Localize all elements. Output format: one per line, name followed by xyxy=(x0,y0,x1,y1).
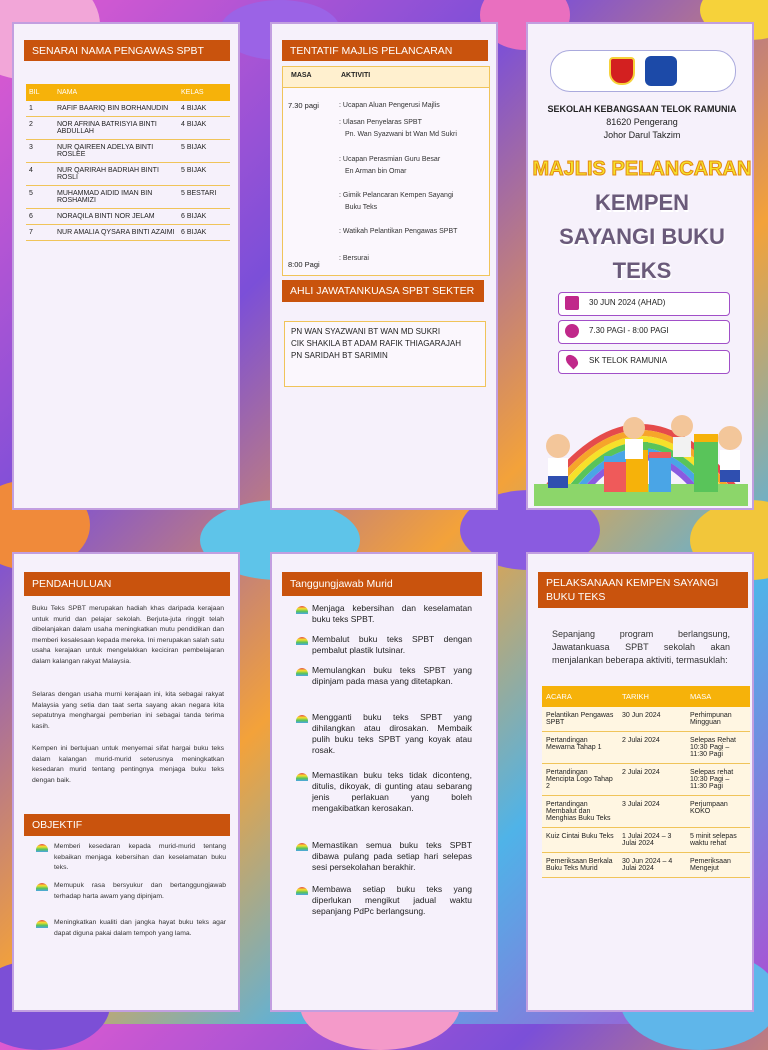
time-text: 7.30 PAGI - 8:00 PAGI xyxy=(589,326,669,335)
objektif-item: Memberi kesedaran kepada murid-murid tentang kebaikan menjaga kebersihan dan keselamatan buku teks. xyxy=(54,843,226,871)
rainbow-icon xyxy=(296,887,308,895)
panel-pendahuluan xyxy=(12,552,240,1012)
tanggungjawab-item: Memastikan semua buku teks SPBT dibawa pulang pada setiap hari selepas sesi persekolahan berakhir. xyxy=(312,840,472,872)
tentatif-item: : Ucapan Aluan Pengerusi Majlis xyxy=(339,102,440,109)
school-logo xyxy=(609,57,635,85)
venue-text: SK TELOK RAMUNIA xyxy=(589,356,668,365)
intro-paragraph: Sepanjang program berlangsung, Jawatankuasa SPBT sekolah akan menjalankan beberapa aktiviti, termasuklah: xyxy=(552,629,730,665)
tanggungjawab-item: Mengganti buku teks SPBT yang dihilangkan atau dirosakan. Membaik pulih buku teks SPBT yang koyak atau rosak. xyxy=(312,712,472,755)
panel-tentatif xyxy=(270,22,498,510)
tentatif-item: : Ucapan Perasmian Guru Besar xyxy=(339,156,441,163)
panel-senarai-pengawas xyxy=(12,22,240,510)
clock-icon xyxy=(565,324,579,338)
table-row: Pemeriksaan Berkala Buku Teks Murid 30 Jun 2024 – 4 Julai 2024 Pemeriksaan Mengejut xyxy=(542,853,750,878)
section-header: Tanggungjawab Murid xyxy=(282,572,482,596)
tentatif-item: Pn. Wan Syazwani bt Wan Md Sukri xyxy=(345,131,457,138)
rainbow-icon xyxy=(296,637,308,645)
objektif-item: Memupuk rasa bersyukur dan bertanggungjawab terhadap harta awam yang dipinjam. xyxy=(54,882,226,900)
pengawas-table xyxy=(26,84,230,241)
panel-pelaksanaan xyxy=(526,552,754,1012)
table-row: 1 RAFIF BAARIQ BIN BORHANUDIN 4 BIJAK xyxy=(26,101,230,117)
tanggungjawab-item: Membawa setiap buku teks yang diperlukan mengikut jadual waktu sepanjang PdPc berlangsung. xyxy=(312,884,472,916)
col-bil: BIL xyxy=(26,84,54,101)
spbt-logo xyxy=(645,56,677,86)
tentatif-item: : Ulasan Penyelaras SPBT xyxy=(339,119,422,126)
tentatif-item: : Watikah Pelantikan Pengawas SPBT xyxy=(339,228,458,235)
heading-sayangi: SAYANGI BUKU xyxy=(559,224,725,249)
panel-tanggungjawab xyxy=(270,552,498,1012)
committee-box xyxy=(284,321,486,387)
rainbow-icon xyxy=(296,668,308,676)
info-venue xyxy=(558,350,730,374)
illustration-svg xyxy=(534,372,748,506)
col-aktiviti: AKTIVITI xyxy=(341,72,371,79)
col-nama: NAMA xyxy=(54,84,178,101)
time-end: 8:00 Pagi xyxy=(288,260,320,269)
committee-member: PN SARIDAH BT SARIMIN xyxy=(291,351,388,360)
section-header: PELAKSANAAN KEMPEN SAYANGI BUKU TEKS xyxy=(538,572,748,608)
location-pin-icon xyxy=(564,353,581,370)
col-acara: ACARA xyxy=(542,686,618,707)
school-state: Johor Darul Takzim xyxy=(603,130,681,140)
section-header: PENDAHULUAN xyxy=(24,572,230,596)
rainbow-icon xyxy=(36,920,48,928)
school-postcode: 81620 Pengerang xyxy=(606,117,678,127)
col-masa: MASA xyxy=(686,686,750,707)
logo-box xyxy=(550,50,736,92)
table-row: 3 NUR QAIREEN ADELYA BINTI ROSLEE 5 BIJAK xyxy=(26,140,230,163)
rainbow-icon xyxy=(296,606,308,614)
tentatif-item: : Bersurai xyxy=(339,255,369,262)
tentatif-item: Buku Teks xyxy=(345,204,378,211)
table-row: Pertandingan Mewarna Tahap 1 2 Julai 2024 Selepas Rehat 10:30 Pagi – 11:30 Pagi xyxy=(542,732,750,764)
info-time xyxy=(558,320,730,344)
intro-paragraph: Selaras dengan usaha murni kerajaan ini, kita sebagai rakyat Malaysia yang setia dan taat serta sayang akan negara kita sepatutnya menghargai pemberian ini sebagai tanda terima kasih. xyxy=(32,691,224,730)
table-row: 4 NUR QARIRAH BADRIAH BINTI ROSLI 5 BIJAK xyxy=(26,163,230,186)
committee-member: CIK SHAKILA BT ADAM RAFIK THIAGARAJAH xyxy=(291,339,461,348)
time-start: 7.30 pagi xyxy=(288,101,319,110)
table-row: 5 MUHAMMAD AIDID IMAN BIN ROSHAMIZI 5 BESTARI xyxy=(26,186,230,209)
col-masa: MASA xyxy=(291,72,312,79)
date-text: 30 JUN 2024 (AHAD) xyxy=(589,298,666,307)
col-tarikh: TARIKH xyxy=(618,686,686,707)
rainbow-icon xyxy=(296,715,308,723)
intro-paragraph: Buku Teks SPBT merupakan hadiah khas daripada kerajaan untuk murid dan pelajar sekolah. Berjuta-juta ringgit telah dibelanjakan dalam usaha meningkatkan mutu pendidikan dan memberi kesalesaan kepada mereka. Ini merupakan salah satu usaha kerajaan untuk mengelakkan keciciran pembelajaran dalam kalangan rakyat Malaysia. xyxy=(32,605,224,665)
objektif-item: Meningkatkan kualiti dan jangka hayat buku teks agar dapat diguna pakai dalam tempoh yang lama. xyxy=(54,919,226,937)
panel-cover xyxy=(526,22,754,510)
heading-kempen: KEMPEN xyxy=(594,190,690,215)
table-row: Pertandingan Mencipta Logo Tahap 2 2 Julai 2024 Selepas rehat 10:30 Pagi – 11:30 Pagi xyxy=(542,764,750,796)
tanggungjawab-item: Memastikan buku teks tidak diconteng, ditulis, dikoyak, di gunting atau sebarang jenis perlakuan yang boleh mengakibatkan kerosakan. xyxy=(312,770,472,813)
activities-table xyxy=(542,686,750,878)
tanggungjawab-item: Membalut buku teks SPBT dengan pembalut plastik lutsinar. xyxy=(312,634,472,655)
table-row: Pertandingan Membalut dan Menghias Buku Teks 3 Julai 2024 Perjumpaan KOKO xyxy=(542,796,750,828)
table-row: 6 NORAQILA BINTI NOR JELAM 6 BIJAK xyxy=(26,209,230,225)
rainbow-icon xyxy=(296,773,308,781)
section-header: AHLI JAWATANKUASA SPBT SEKTER xyxy=(282,280,484,302)
calendar-icon xyxy=(565,296,579,310)
tanggungjawab-item: Memulangkan buku teks SPBT yang dipinjam pada masa yang ditetapkan. xyxy=(312,665,472,686)
intro-paragraph: Kempen ini bertujuan untuk menyemai sifat hargai buku teks dalam kalangan murid-murid seterusnya meningkatkan kesedaran murid tentang pentingnya menjaga buku teks dengan baik. xyxy=(32,745,224,784)
committee-member: PN WAN SYAZWANI BT WAN MD SUKRI xyxy=(291,327,441,336)
table-row: Pelantikan Pengawas SPBT 30 Jun 2024 Perhimpunan Mingguan xyxy=(542,707,750,732)
section-header: SENARAI NAMA PENGAWAS SPBT xyxy=(24,40,230,61)
col-kelas: KELAS xyxy=(178,84,230,101)
table-row: 7 NUR AMALIA QYSARA BINTI AZAIMI 6 BIJAK xyxy=(26,225,230,241)
rainbow-icon xyxy=(296,843,308,851)
heading-majlis: MAJLIS PELANCARAN xyxy=(532,158,752,180)
tentatif-header-row xyxy=(283,67,489,88)
table-row: Kuiz Cintai Buku Teks 1 Julai 2024 – 3 Julai 2024 5 minit selepas waktu rehat xyxy=(542,828,750,853)
tentatif-box xyxy=(282,66,490,276)
kids-books-illustration xyxy=(534,372,748,506)
section-header: OBJEKTIF xyxy=(24,814,230,836)
school-name: SEKOLAH KEBANGSAAN TELOK RAMUNIA xyxy=(547,104,737,114)
rainbow-icon xyxy=(36,883,48,891)
section-header: TENTATIF MAJLIS PELANCARAN xyxy=(282,40,488,61)
tentatif-item: : Gimik Pelancaran Kempen Sayangi xyxy=(339,192,454,199)
tanggungjawab-item: Menjaga kebersihan dan keselamatan buku teks SPBT. xyxy=(312,603,472,624)
info-date xyxy=(558,292,730,316)
rainbow-icon xyxy=(36,844,48,852)
heading-teks: TEKS xyxy=(612,258,672,283)
tentatif-item: En Arman bin Omar xyxy=(345,168,407,175)
table-row: 2 NOR AFRINA BATRISYIA BINTI ABDULLAH 4 BIJAK xyxy=(26,117,230,140)
